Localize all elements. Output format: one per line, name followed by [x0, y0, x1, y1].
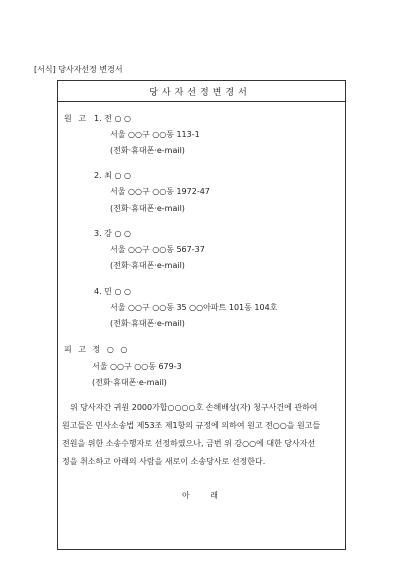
body-paragraph: [62, 399, 342, 471]
party-name: 1. 전 ○ ○: [94, 114, 131, 123]
plaintiff-role-label: 원 고: [64, 114, 88, 123]
party-name: 3. 강 ○ ○: [94, 229, 131, 238]
party-contact: (전화·휴대폰·e-mail): [110, 146, 185, 155]
party-name: 2. 최 ○ ○: [94, 171, 131, 180]
body-line: 정을 취소하고 아래의 사람을 새로이 소송당사로 선정한다.: [62, 457, 266, 466]
body-line: 원고들은 민사소송법 제53조 제1항의 규정에 의하여 원고 전○○을 원고들: [62, 421, 321, 430]
defendant-contact: (전화·휴대폰·e-mail): [92, 378, 167, 387]
party-address: 서울 ○○구 ○○동 35 ○○아파트 101동 104호: [110, 303, 278, 312]
party-address: 서울 ○○구 ○○동 1972-47: [110, 187, 210, 196]
party-address: 서울 ○○구 ○○동 567-37: [110, 245, 205, 254]
party-contact: (전화·휴대폰·e-mail): [110, 319, 185, 328]
body-line: 위 당사자간 귀원 2000가합○○○○호 손해배상(자) 청구사건에 관하여: [70, 403, 318, 412]
party-address: 서울 ○○구 ○○동 113-1: [110, 130, 200, 139]
body-line: 전원을 위한 소송수행자로 선정하였으나, 금번 위 강○○에 대한 당사자선: [62, 439, 316, 448]
closing-heading: 아 래: [182, 491, 218, 500]
defendant-line: 피 고 정 ○ ○: [64, 345, 130, 354]
title-divider: [57, 101, 346, 102]
document-title: 당사자선정변경서: [149, 88, 251, 98]
form-caption: [서식] 당사자선정 변경서: [34, 65, 123, 74]
party-contact: (전화·휴대폰·e-mail): [110, 261, 185, 270]
document-frame: [57, 80, 346, 550]
party-name: 4. 민 ○ ○: [94, 287, 131, 296]
defendant-address: 서울 ○○구 ○○동 679-3: [92, 362, 182, 371]
party-contact: (전화·휴대폰·e-mail): [110, 204, 185, 213]
